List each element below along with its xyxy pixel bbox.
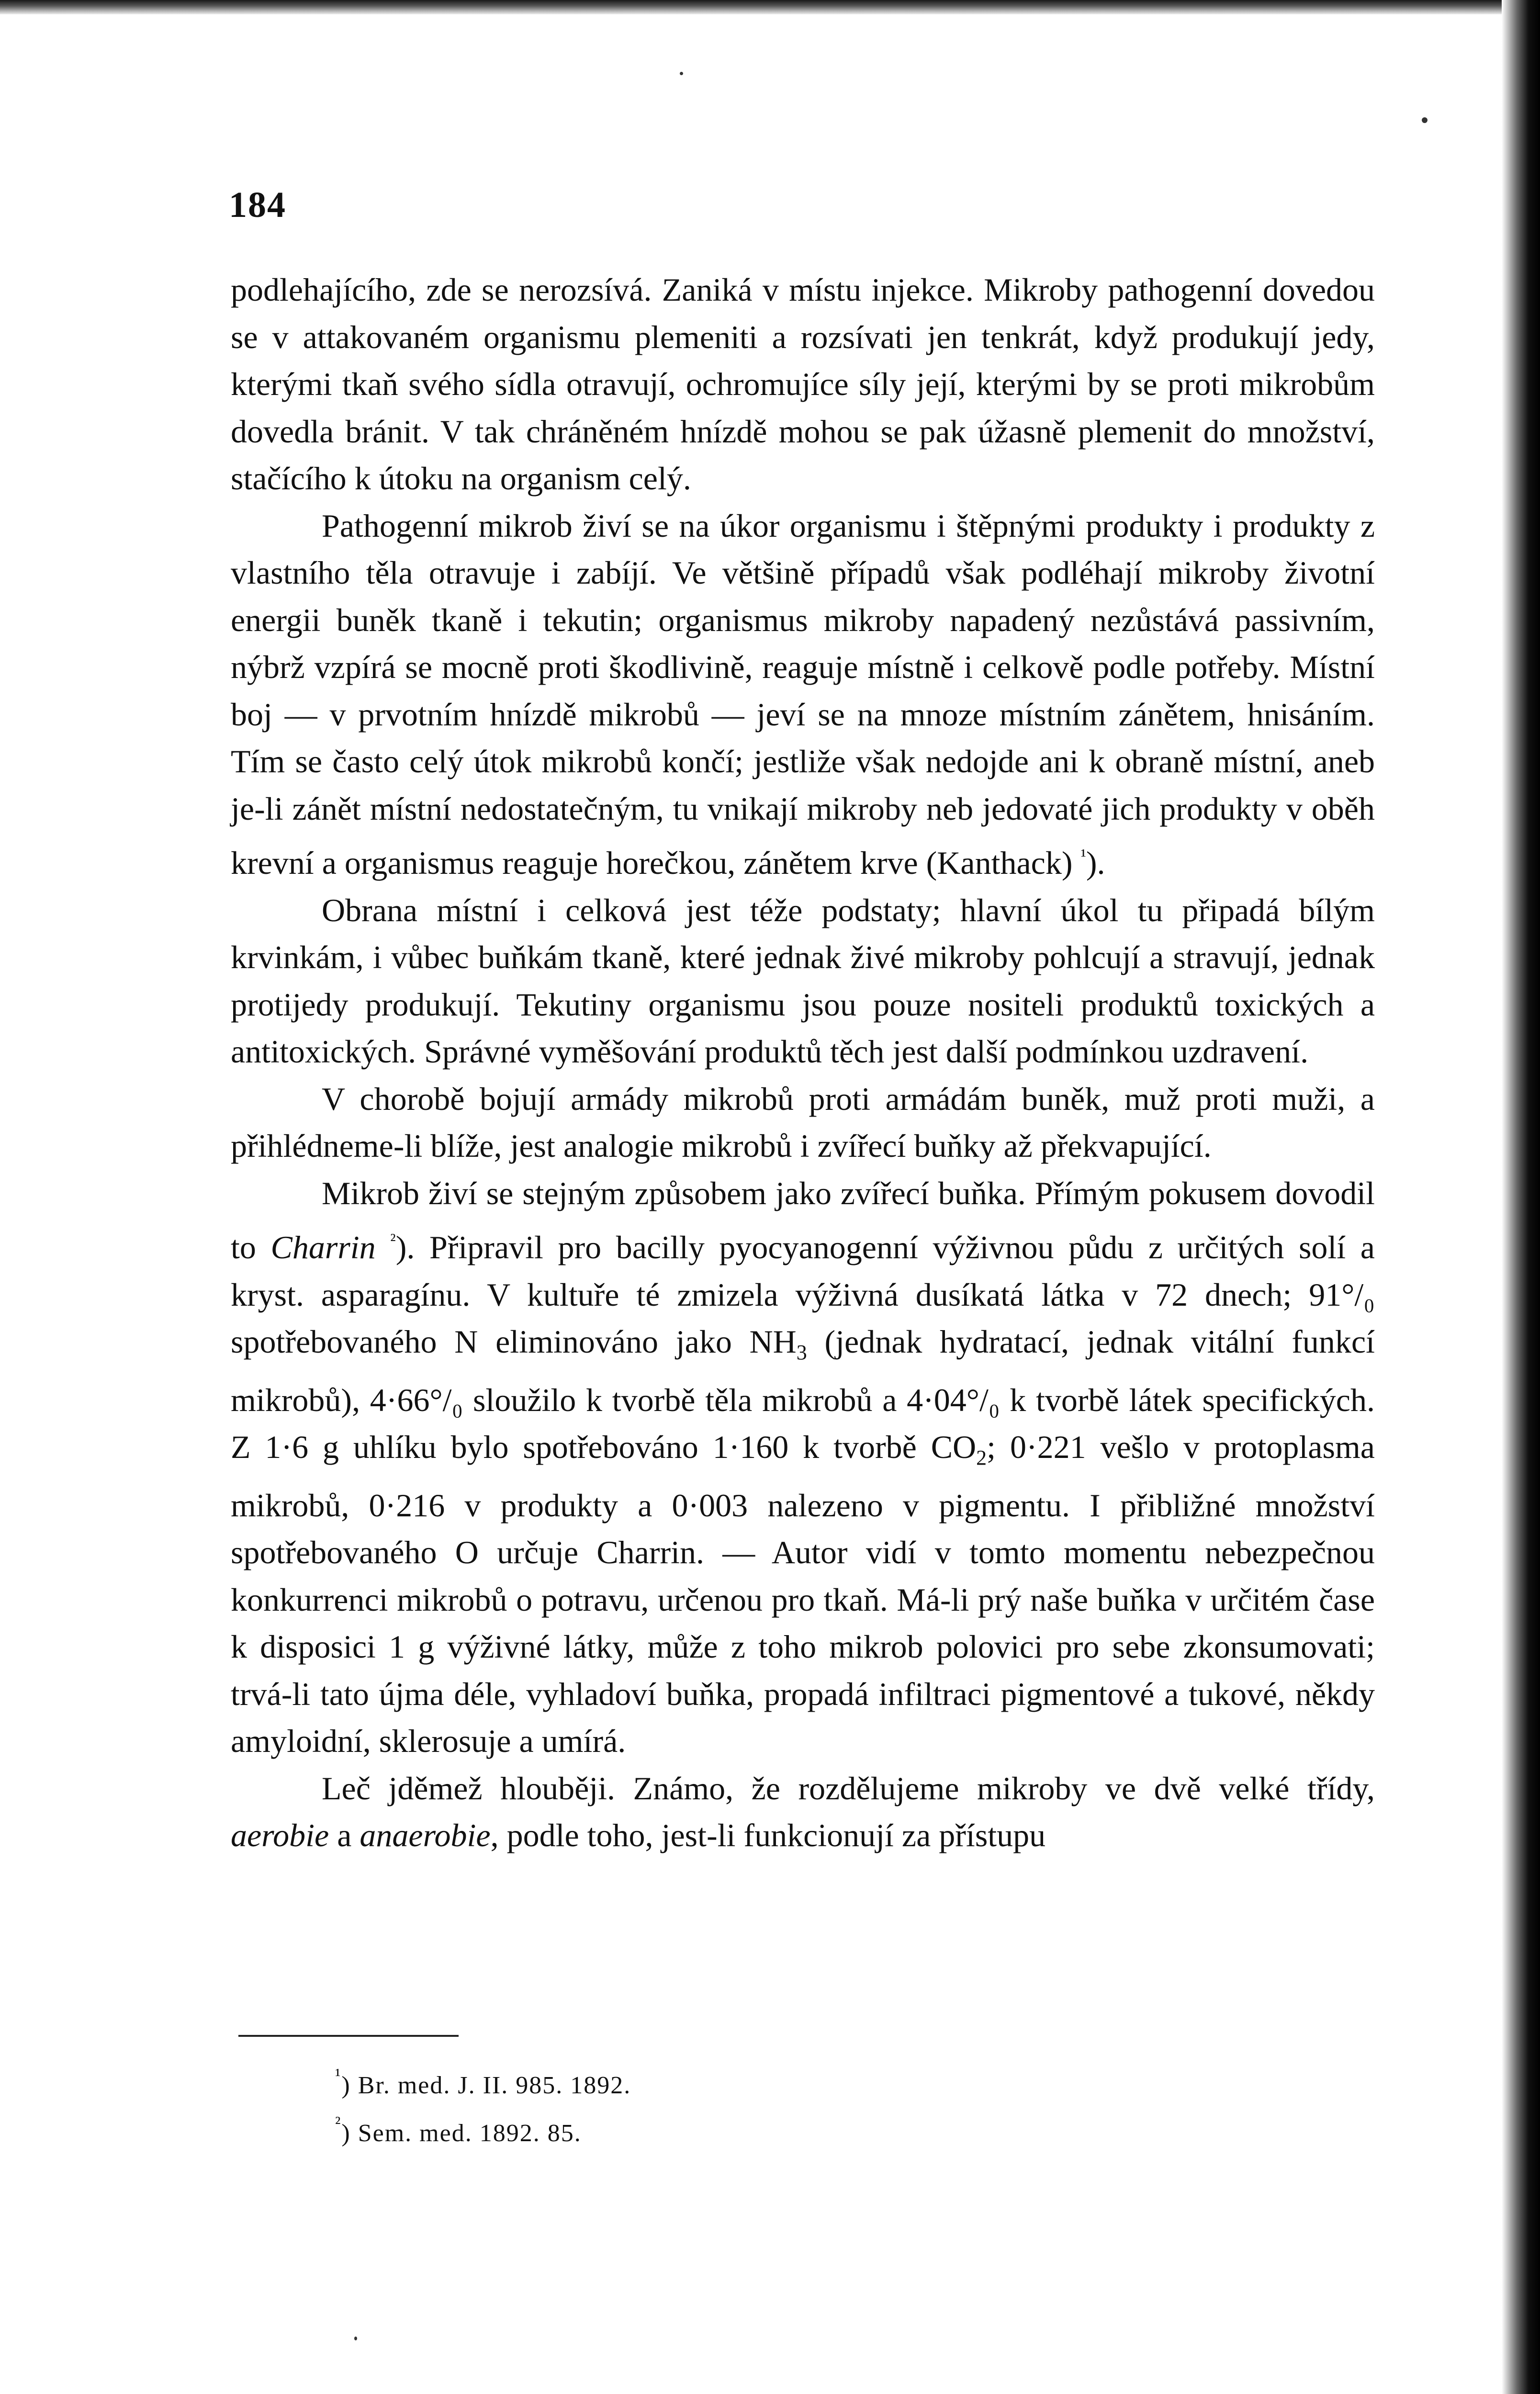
italic-term: anaerobie — [360, 1817, 491, 1853]
dust-speck — [680, 72, 683, 75]
text-run: ). Připravil pro bacilly pyocyanogenní výživnou půdu z určitých solí a kryst. asparagínu. V kultuře té zmizela výživná dusíkatá látka v 72 dnech; 91°/₀ spotřebovaného N eliminováno jako NH — [231, 1229, 1375, 1360]
body-text — [231, 266, 1375, 1859]
text-run: ). — [1086, 845, 1105, 881]
text-run: a — [329, 1817, 360, 1853]
text-run: Leč jděmež hlouběji. Známo, že rozdělujeme mikroby ve dvě velké třídy, — [322, 1770, 1375, 1807]
footnote — [335, 2104, 631, 2152]
paragraph — [231, 502, 1375, 887]
text-run: V chorobě bojují armády mikrobů proti armádám buněk, muž proti muži, a přihlédneme-li blíže, jest analogie mikrobů i zvířecí buňky až překvapující. — [231, 1080, 1375, 1164]
italic-term: aerobie — [231, 1817, 329, 1853]
text-run: ; 0·221 vešlo v protoplasma mikrobů, 0·216 v produkty a 0·003 nalezeno v pigmentu. I přibližné množství spotřebovaného O určuje Charrin. — Autor vidí v tomto momentu nebezpečnou konkurrenci mikrobů o potravu, určenou pro tkaň. Má-li prý naše buňka v určitém čase k disposici 1 g výživné látky, může z toho mikrob polovici pro sebe zkonsumovati; trvá-li tato újma déle, vyhladoví buňka, propadá infiltraci pigmentové a tukové, někdy amyloidní, sklerosuje a umírá. — [231, 1429, 1375, 1759]
footnote-text: ) Sem. med. 1892. 85. — [341, 2120, 582, 2147]
footnote — [335, 2056, 631, 2104]
italic-term: Charrin — [270, 1229, 376, 1265]
text-run: Mikrob živí se stejným způsobem jako zvířecí buňka. Přímým pokusem dovodil to — [231, 1174, 1375, 1265]
text-run — [376, 1229, 391, 1265]
paragraph — [231, 1075, 1375, 1170]
text-run: podlehajícího, zde se nerozsívá. Zaniká v místu injekce. Mikroby pathogenní dovedou se v attakovaném organismu plemeniti a rozsívati jen tenkrát, když produkují jedy, kterými tkaň svého sídla otravují, ochromujíce síly její, kterými by se proti mikrobům dovedla bránit. V tak chráněném hnízdě mohou se pak úžasně plemenit do množství, stačícího k útoku na organism celý. — [231, 271, 1375, 497]
paragraph — [231, 887, 1375, 1075]
footnote-marker: ¹ — [335, 2065, 342, 2085]
dust-speck — [354, 2337, 357, 2340]
footnotes — [335, 2056, 631, 2152]
text-run: (jednak hydratací, jednak vitální funkcí mikrobů), 4·66°/₀ sloužilo k tvorbě těla mikrobů a 4·04°/₀ k tvorbě látek specifických. Z 1·6 g uhlíku bylo spotřebováno 1·160 k tvorbě CO — [231, 1323, 1375, 1465]
footnote-ref: ² — [390, 1230, 396, 1250]
text-run: , podle toho, jest-li funkcionují za přístupu — [490, 1817, 1046, 1853]
chemical-subscript: 2 — [976, 1446, 987, 1469]
footnote-marker: ² — [335, 2113, 342, 2133]
footnote-divider — [238, 2035, 459, 2037]
paragraph — [231, 266, 1375, 502]
footnote-ref: ¹ — [1080, 846, 1086, 866]
paragraph — [231, 1765, 1375, 1859]
page-number: 184 — [229, 185, 286, 225]
paragraph — [231, 1170, 1375, 1765]
footnote-text: ) Br. med. J. II. 985. 1892. — [341, 2072, 631, 2099]
text-run: Pathogenní mikrob živí se na úkor organismu i štěpnými produkty i produkty z vlastního těla otravuje i zabíjí. Ve většině případů však podléhají mikroby životní energii buněk tkaně i tekutin; organismus mikroby napadený nezůstává passivním, nýbrž vzpírá se mocně proti škodlivině, reaguje místně i celkově podle potřeby. Místní boj — v prvotním hnízdě mikrobů — jeví se na mnoze místním zánětem, hnisáním. Tím se často celý útok mikrobů končí; jestliže však nedojde ani k obraně místní, aneb je-li zánět místní nedostatečným, tu vnikají mikroby neb jedovaté jich produkty v oběh krevní a organismus reaguje horečkou, zánětem krve (Kanthack) — [231, 507, 1375, 881]
chemical-subscript: 3 — [796, 1341, 807, 1364]
text-run: Obrana místní i celková jest téže podstaty; hlavní úkol tu připadá bílým krvinkám, i vůbec buňkám tkaně, které jednak živé mikroby pohlcují a stravují, jednak protijedy produkují. Tekutiny organismu jsou pouze nositeli produktů toxických a antitoxických. Správné vyměšování produktů těch jest další podmínkou uzdravení. — [231, 892, 1375, 1070]
dust-speck — [1422, 117, 1428, 123]
